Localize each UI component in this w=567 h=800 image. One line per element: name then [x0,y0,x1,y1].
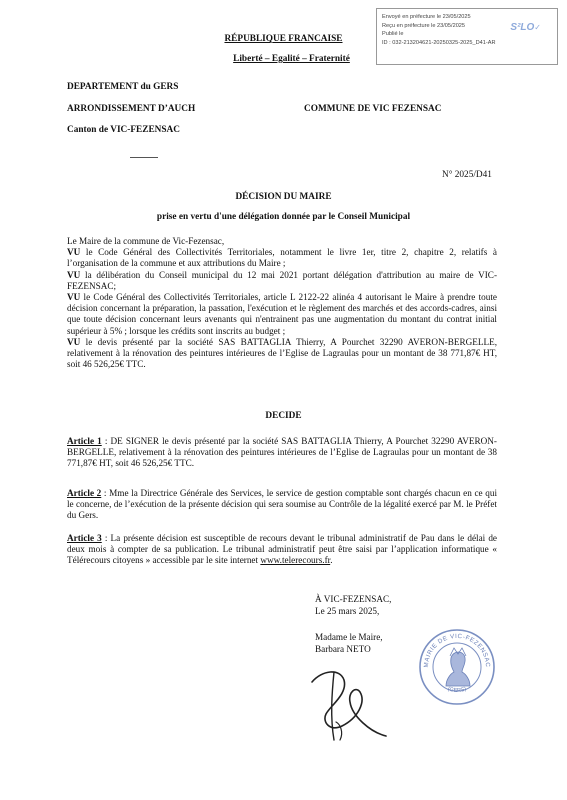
decision-number: N° 2025/D41 [442,170,492,180]
signature-place: À VIC-FEZENSAC, [315,594,392,604]
vu-label: VU [67,247,81,258]
article-2 [67,488,497,522]
preamble [67,236,497,370]
republic-title: RÉPUBLIQUE FRANCAISE [224,34,343,44]
decision-title: DÉCISION DU MAIRE [235,192,332,202]
town-hall-seal [418,628,496,706]
vu-paragraph [67,270,497,292]
vu-text: le Code Général des Collectivités Territoriales, article L 2122-22 alinéa 4 autorisant le Maire à prendre toute décision concernant la préparation, la passation, l'exécution et le règlement des marchés et des accords-cadres, ainsi que toute décision concernant leurs avenants qui n'entrainent pas une augmentation du montant du contrat initial supérieur à 5% ; lorsque les crédits sont inscrits au budget ; [67,292,497,336]
vu-text: le Code Général des Collectivités Territoriales, notamment le livre 1er, titre 2, chapitre 2, relatifs à l’organisation de la commune et aux attributions du Maire ; [67,247,497,269]
commune-label: COMMUNE DE VIC FEZENSAC [304,104,442,114]
separator-line [130,157,158,158]
vu-text: la délibération du Conseil municipal du 12 mai 2021 portant délégation d'attribution au maire de VIC-FEZENSAC; [67,269,497,291]
telerecours-link[interactable]: www.telerecours.fr [260,555,331,566]
stamp-id-line: ID : 032-213204621-20250325-2025_D41-AR [382,39,496,46]
seal-bottom-text: (GERS) [446,686,468,694]
stamp-published-line: Publié le [382,31,404,38]
department-label: DEPARTEMENT du GERS [67,82,179,92]
signature-date: Le 25 mars 2025, [315,606,380,616]
preamble-intro: Le Maire de la commune de Vic-Fezensac, [67,236,225,246]
vu-paragraph [67,292,497,337]
vu-paragraph [67,337,497,371]
vu-label: VU [67,336,81,347]
handwritten-signature [300,662,392,744]
article-text: : Mme la Directrice Générale des Services, le service de gestion comptable sont chargés chacun en ce qui le concerne, de l’exécution de la présente décision qui sera soumise au Contrôle de la légalité exercé par M. le Préfet du Gers. [67,488,497,521]
article-3: Article 3 : La présente décision est susceptible de recours devant le tribunal administratif de Pau dans le délai de deux mois à compter de sa publication. Le tribunal administratif peut être saisi par l’application informatique « Télérecours citoyens » accessible par le site internet www.telerecours.fr. [67,533,497,566]
article-label: Article 3 [67,533,102,543]
stamp-sent-line: Envoyé en préfecture le 23/05/2025 [382,14,471,20]
article-label: Article 2 [67,488,102,498]
vu-label: VU [67,292,81,303]
stamp-received-line: Reçu en préfecture le 23/05/2025 [382,22,466,29]
signatory-name: Barbara NETO [315,644,371,654]
vu-text: le devis présenté par la société SAS BATTAGLIA Thierry, A Pourchet 32290 AVERON-BERGELLE, relativement à la rénovation des peintures intérieures de l’Eglise de Lagraulas pour un montant de 38 771,87€ HT, soit 46 526,25€ TTC. [67,336,497,370]
article-label: Article 1 [67,436,102,446]
s2lo-logo: S²LO✓ [510,22,541,33]
republic-motto: Liberté – Egalité – Fraternité [233,54,350,64]
arrondissement-label: ARRONDISSEMENT D’AUCH [67,104,196,114]
decision-subtitle: prise en vertu d'une délégation donnée par le Conseil Municipal [156,212,411,222]
vu-paragraph [67,247,497,269]
decide-heading: DECIDE [265,411,302,421]
canton-label: Canton de VIC-FEZENSAC [67,125,180,135]
signatory-title: Madame le Maire, [315,632,383,642]
article-text: : La présente décision est susceptible de recours devant le tribunal administratif de Pau dans le délai de deux mois à compter de sa publication. Le tribunal administratif peut être saisi par l’application informatique « Télérecours citoyens » accessible par le site internet [67,533,497,566]
article-text: : DE SIGNER le devis présenté par la société SAS BATTAGLIA Thierry, A Pourchet 32290 AVERON-BERGELLE, relativement à la rénovation des peintures intérieures de l’Eglise de Lagraulas pour un montant de 38 771,87€ HT, soit 46 526,25€ TTC. [67,436,497,469]
article-1 [67,436,497,470]
svg-text:(GERS) [447,686,468,694]
seal-top-text: MAIRIE DE VIC-FEZENSAC [422,632,492,668]
vu-label: VU [67,269,81,280]
